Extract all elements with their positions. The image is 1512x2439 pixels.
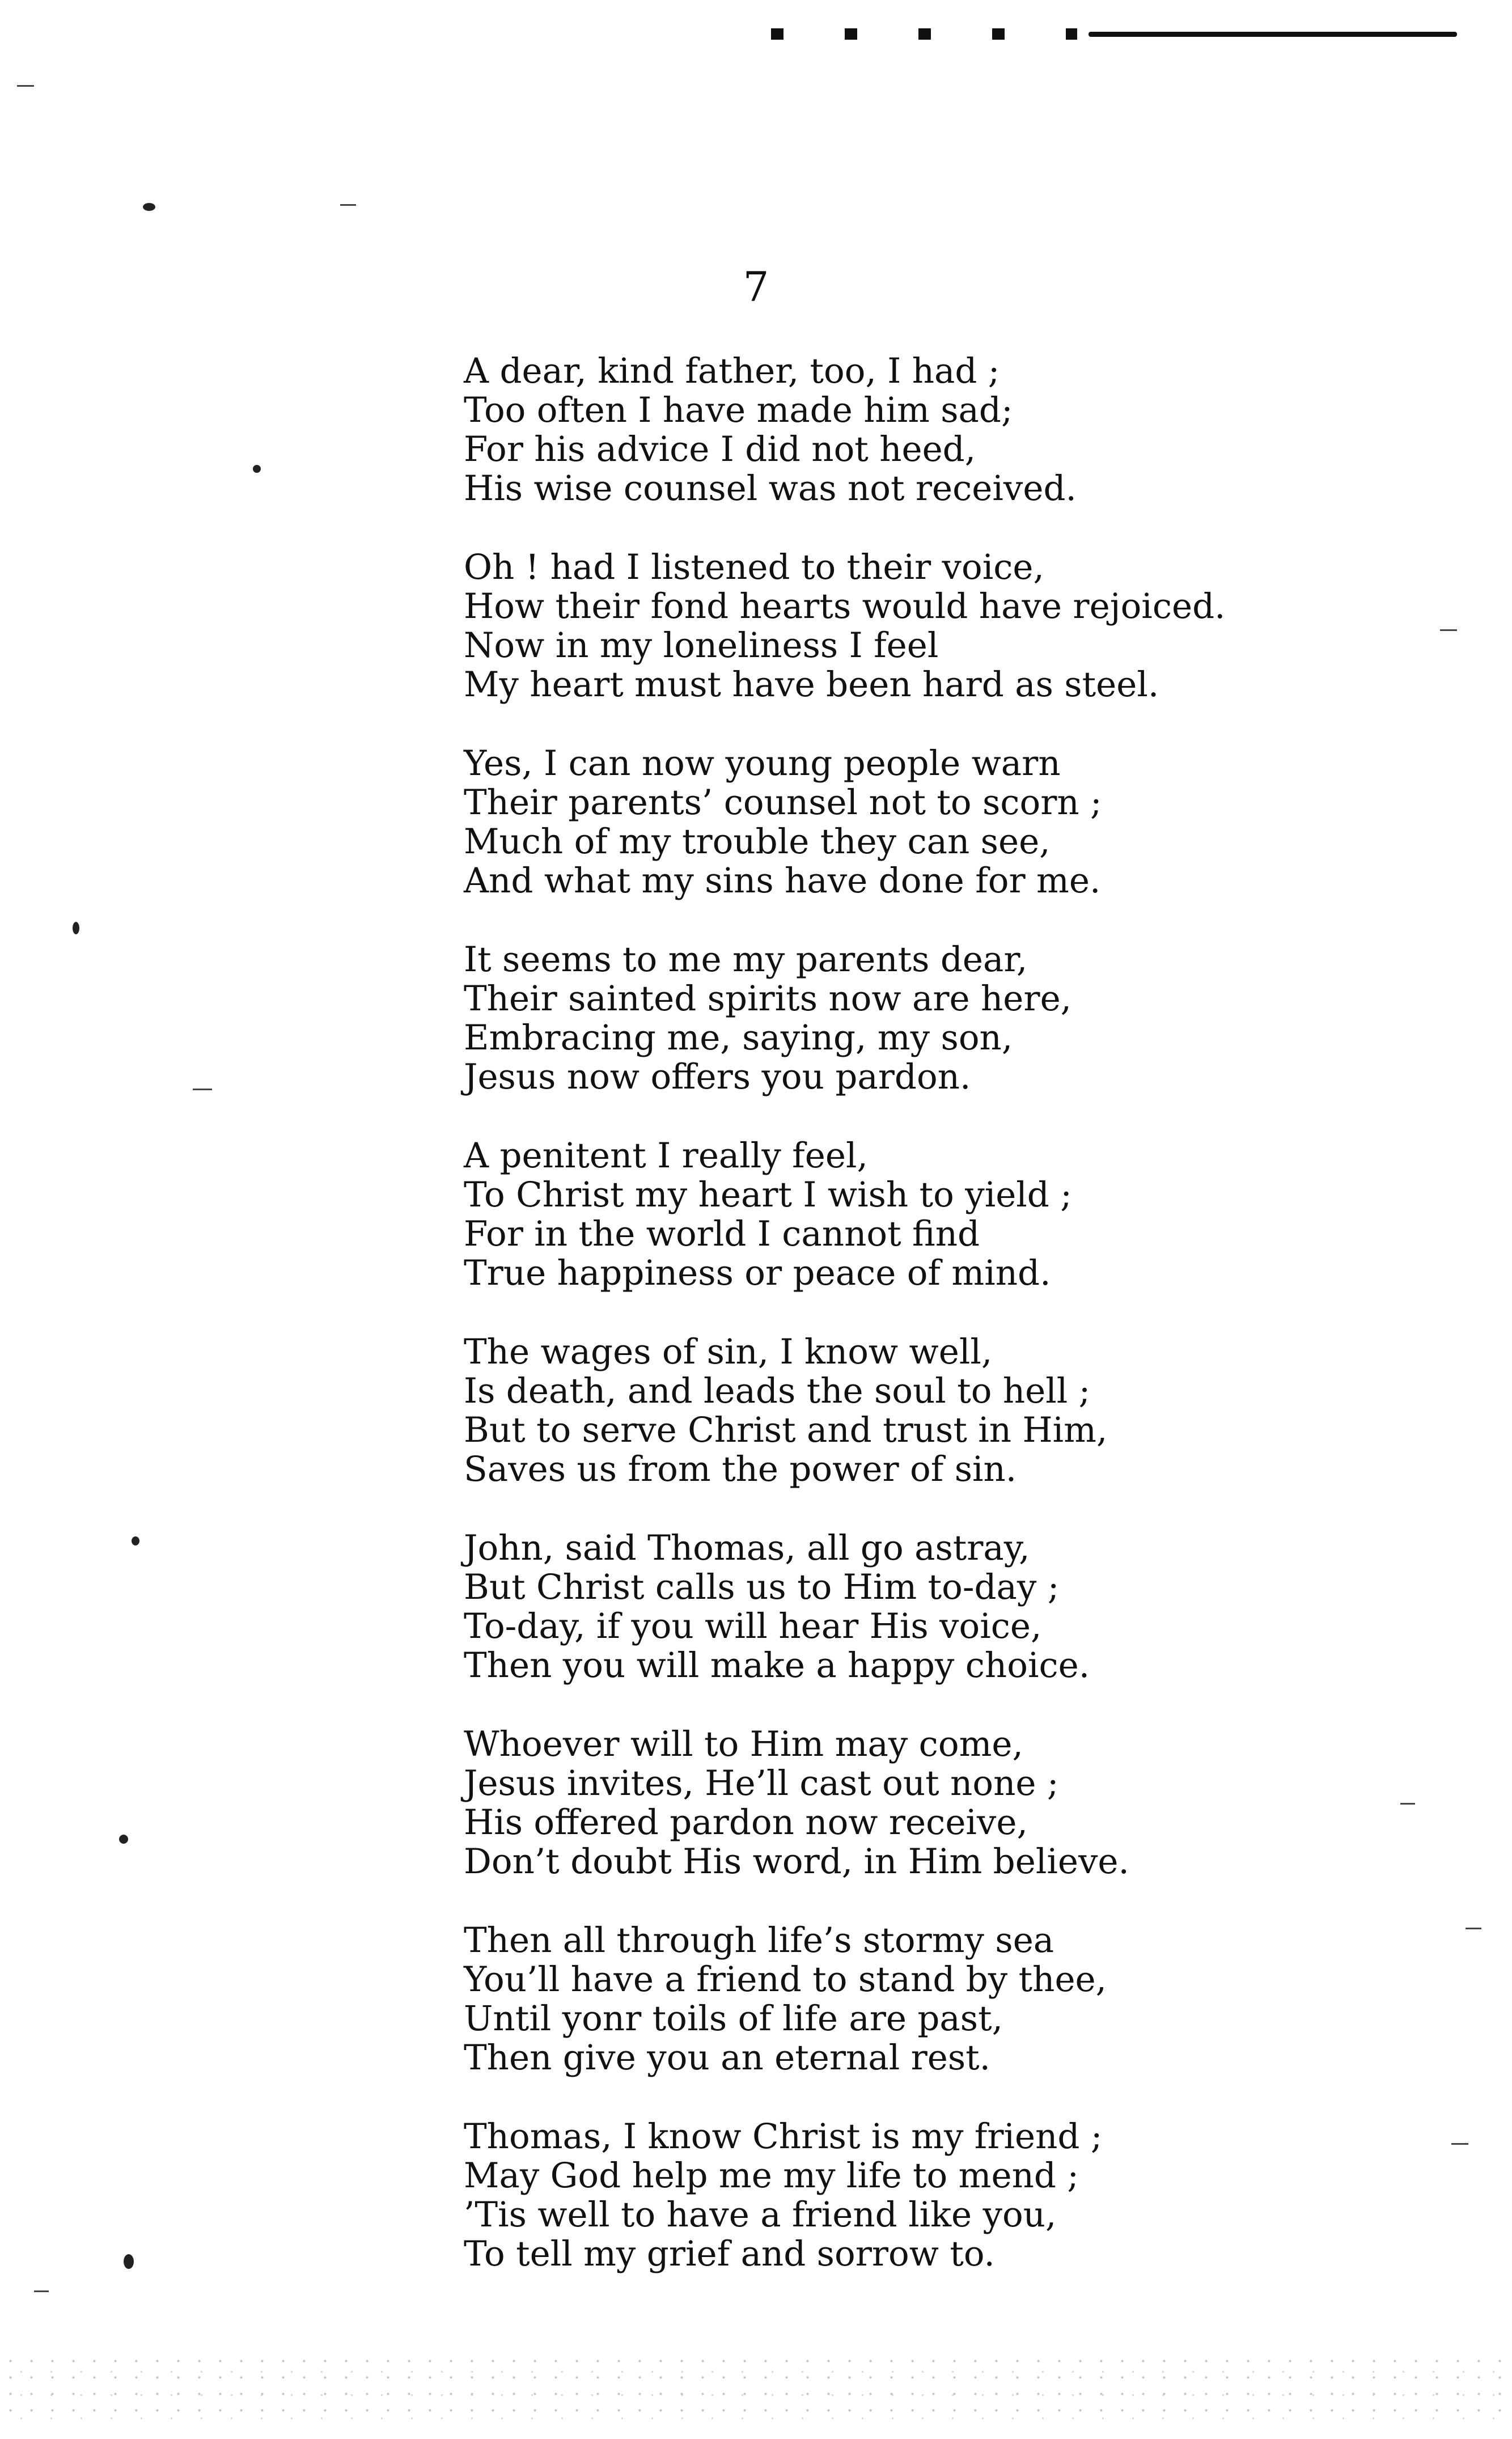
ink-dash	[17, 85, 34, 87]
poem-line: Jesus now offers you pardon.	[464, 1057, 971, 1097]
poem-line: A dear, kind father, too, I had ;	[464, 351, 1000, 391]
ink-dash	[340, 204, 356, 206]
poem-line: Oh ! had I listened to their voice,	[464, 547, 1044, 587]
print-artifact-top-dashes	[771, 28, 1077, 40]
poem-line: Jesus invites, He’ll cast out none ;	[464, 1763, 1059, 1803]
poem-line: Their sainted spirits now are here,	[464, 979, 1072, 1019]
poem-line: ’Tis well to have a friend like you,	[464, 2195, 1057, 2235]
stanza	[464, 940, 1235, 1096]
poem-line: Their parents’ counsel not to scorn ;	[464, 782, 1102, 823]
poem-line: Until yonr toils of life are past,	[464, 1998, 1003, 2039]
poem-line: May God help me my life to mend ;	[464, 2156, 1079, 2196]
poem-line: But Christ calls us to Him to-day ;	[464, 1567, 1060, 1607]
print-artifact-top-rule	[1089, 32, 1457, 37]
poem-line: Now in my loneliness I feel	[464, 625, 939, 666]
poem-line: Much of my trouble they can see,	[464, 822, 1051, 862]
poem-line: Saves us from the power of sin.	[464, 1449, 1017, 1489]
poem-line: Too often I have made him sad;	[464, 390, 1013, 430]
poem-line: True happiness or peace of mind.	[464, 1253, 1051, 1293]
stanza	[464, 1528, 1235, 1685]
poem-line: Then you will make a happy choice.	[464, 1645, 1090, 1686]
poem-line: Then give you an eternal rest.	[464, 2038, 991, 2078]
ink-dash	[193, 1089, 212, 1090]
stanza	[464, 1921, 1235, 2077]
stanza	[464, 1136, 1235, 1293]
ink-speck	[73, 922, 79, 934]
ink-dash	[1466, 1928, 1481, 1929]
poem-line: How their fond hearts would have rejoiced.	[464, 586, 1226, 626]
poem-line: For his advice I did not heed,	[464, 429, 976, 469]
ink-dash	[1400, 1803, 1415, 1805]
poem-line: Is death, and leads the soul to hell ;	[464, 1371, 1091, 1411]
print-artifact-bottom-noise	[0, 2353, 1512, 2421]
ink-speck	[253, 465, 261, 473]
poem-line: Thomas, I know Christ is my friend ;	[464, 2116, 1103, 2157]
poem-line: It seems to me my parents dear,	[464, 939, 1028, 980]
ink-dash	[34, 2290, 49, 2292]
poem-line: Embracing me, saying, my son,	[464, 1018, 1013, 1058]
poem-line: You’ll have a friend to stand by thee,	[464, 1959, 1107, 2000]
ink-dash	[1451, 2143, 1468, 2145]
poem-line: To-day, if you will hear His voice,	[464, 1606, 1042, 1646]
poem-line: A penitent I really feel,	[464, 1136, 868, 1176]
ink-speck	[124, 2254, 134, 2269]
poem-line: And what my sins have done for me.	[464, 861, 1101, 901]
stanza	[464, 2117, 1235, 2273]
poem	[464, 352, 1235, 2313]
stanza	[464, 1332, 1235, 1489]
poem-line: His wise counsel was not received.	[464, 468, 1077, 509]
poem-line: Don’t doubt His word, in Him believe.	[464, 1841, 1129, 1882]
poem-line: My heart must have been hard as steel.	[464, 664, 1159, 705]
stanza	[464, 548, 1235, 704]
poem-line: For in the world I cannot find	[464, 1214, 980, 1254]
ink-speck	[119, 1835, 128, 1844]
ink-speck	[132, 1536, 139, 1545]
poem-line: His offered pardon now receive,	[464, 1802, 1028, 1843]
page-number: 7	[743, 263, 769, 311]
poem-line: The wages of sin, I know well,	[464, 1332, 993, 1372]
poem-line: John, said Thomas, all go astray,	[464, 1528, 1030, 1568]
poem-line: To tell my grief and sorrow to.	[464, 2234, 995, 2274]
stanza	[464, 1725, 1235, 1881]
ink-dash	[1440, 629, 1457, 631]
stanza	[464, 744, 1235, 900]
poem-line: To Christ my heart I wish to yield ;	[464, 1175, 1072, 1215]
poem-line: Whoever will to Him may come,	[464, 1724, 1023, 1764]
ink-speck	[143, 203, 155, 211]
poem-line: Then all through life’s stormy sea	[464, 1920, 1054, 1960]
stanza	[464, 352, 1235, 508]
poem-line: But to serve Christ and trust in Him,	[464, 1410, 1108, 1450]
poem-line: Yes, I can now young people warn	[464, 743, 1061, 784]
